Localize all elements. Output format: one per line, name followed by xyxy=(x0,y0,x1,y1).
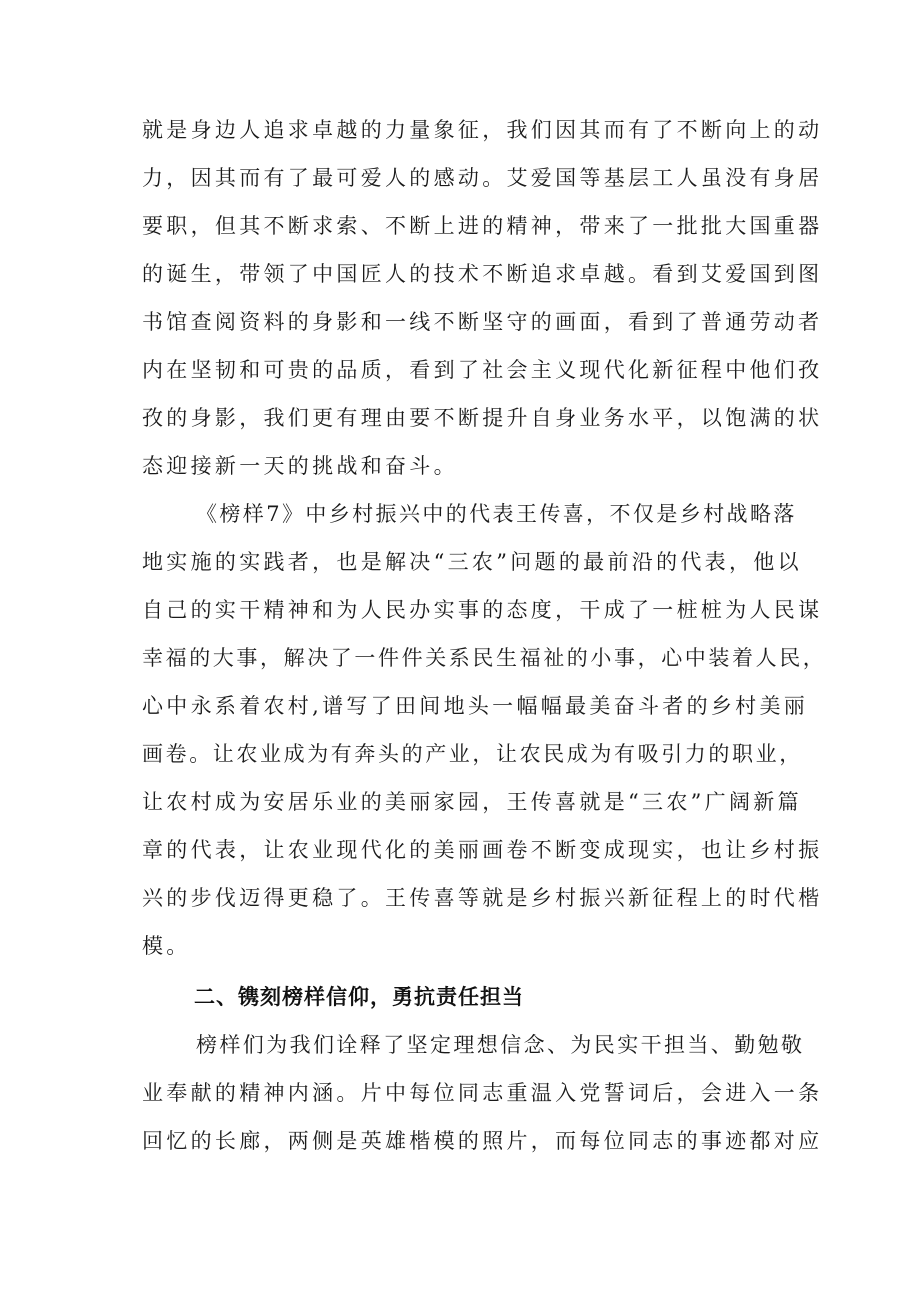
paragraph-line: 态迎接新一天的挑战和奋斗。 xyxy=(142,454,458,478)
paragraph-line: 章的代表，让农业现代化的美丽画卷不断变成现实，也让乡村振 xyxy=(142,838,823,862)
paragraph-line: 模。 xyxy=(142,934,191,958)
paragraph-line: 回忆的长廊，两侧是英雄楷模的照片，而每位同志的事迹都对应 xyxy=(142,1129,823,1153)
paragraph-line: 兴的步伐迈得更稳了。王传喜等就是乡村振兴新征程上的时代楷 xyxy=(142,886,823,910)
paragraph-line: 的诞生，带领了中国匠人的技术不断追求卓越。看到艾爱国到图 xyxy=(142,262,823,286)
paragraph-line: 书馆查阅资料的身影和一线不断坚守的画面，看到了普通劳动者 xyxy=(142,310,823,334)
section-heading: 二、镌刻榜样信仰，勇抗责任担当 xyxy=(194,985,524,1009)
paragraph-line: 《榜样7》中乡村振兴中的代表王传喜，不仅是乡村战略落 xyxy=(196,502,797,526)
paragraph-line: 业奉献的精神内涵。片中每位同志重温入党誓词后，会进入一条 xyxy=(142,1081,823,1105)
paragraph-line: 就是身边人追求卓越的力量象征，我们因其而有了不断向上的动 xyxy=(142,118,823,142)
paragraph-line: 画卷。让农业成为有奔头的产业，让农民成为有吸引力的职业， xyxy=(142,742,803,766)
paragraph-line: 心中永系着农村,谱写了田间地头一幅幅最美奋斗者的乡村美丽 xyxy=(142,694,809,718)
paragraph-line: 让农村成为安居乐业的美丽家园，王传喜就是“三农”广阔新篇 xyxy=(142,790,802,814)
paragraph-line: 地实施的实践者，也是解决“三农”问题的最前沿的代表，他以 xyxy=(142,550,802,574)
paragraph-line: 力，因其而有了最可爱人的感动。艾爱国等基层工人虽没有身居 xyxy=(142,166,823,190)
paragraph-line: 榜样们为我们诠释了坚定理想信念、为民实干担当、勤勉敬 xyxy=(196,1033,805,1057)
paragraph-line: 要职，但其不断求索、不断上进的精神，带来了一批批大国重器 xyxy=(142,214,823,238)
paragraph-line: 内在坚韧和可贵的品质，看到了社会主义现代化新征程中他们孜 xyxy=(142,358,823,382)
paragraph-line: 幸福的大事，解决了一件件关系民生福祉的小事，心中装着人民， xyxy=(142,646,827,670)
paragraph-line: 孜的身影，我们更有理由要不断提升自身业务水平，以饱满的状 xyxy=(142,406,823,430)
paragraph-line: 自己的实干精神和为人民办实事的态度，干成了一桩桩为人民谋 xyxy=(142,598,823,622)
